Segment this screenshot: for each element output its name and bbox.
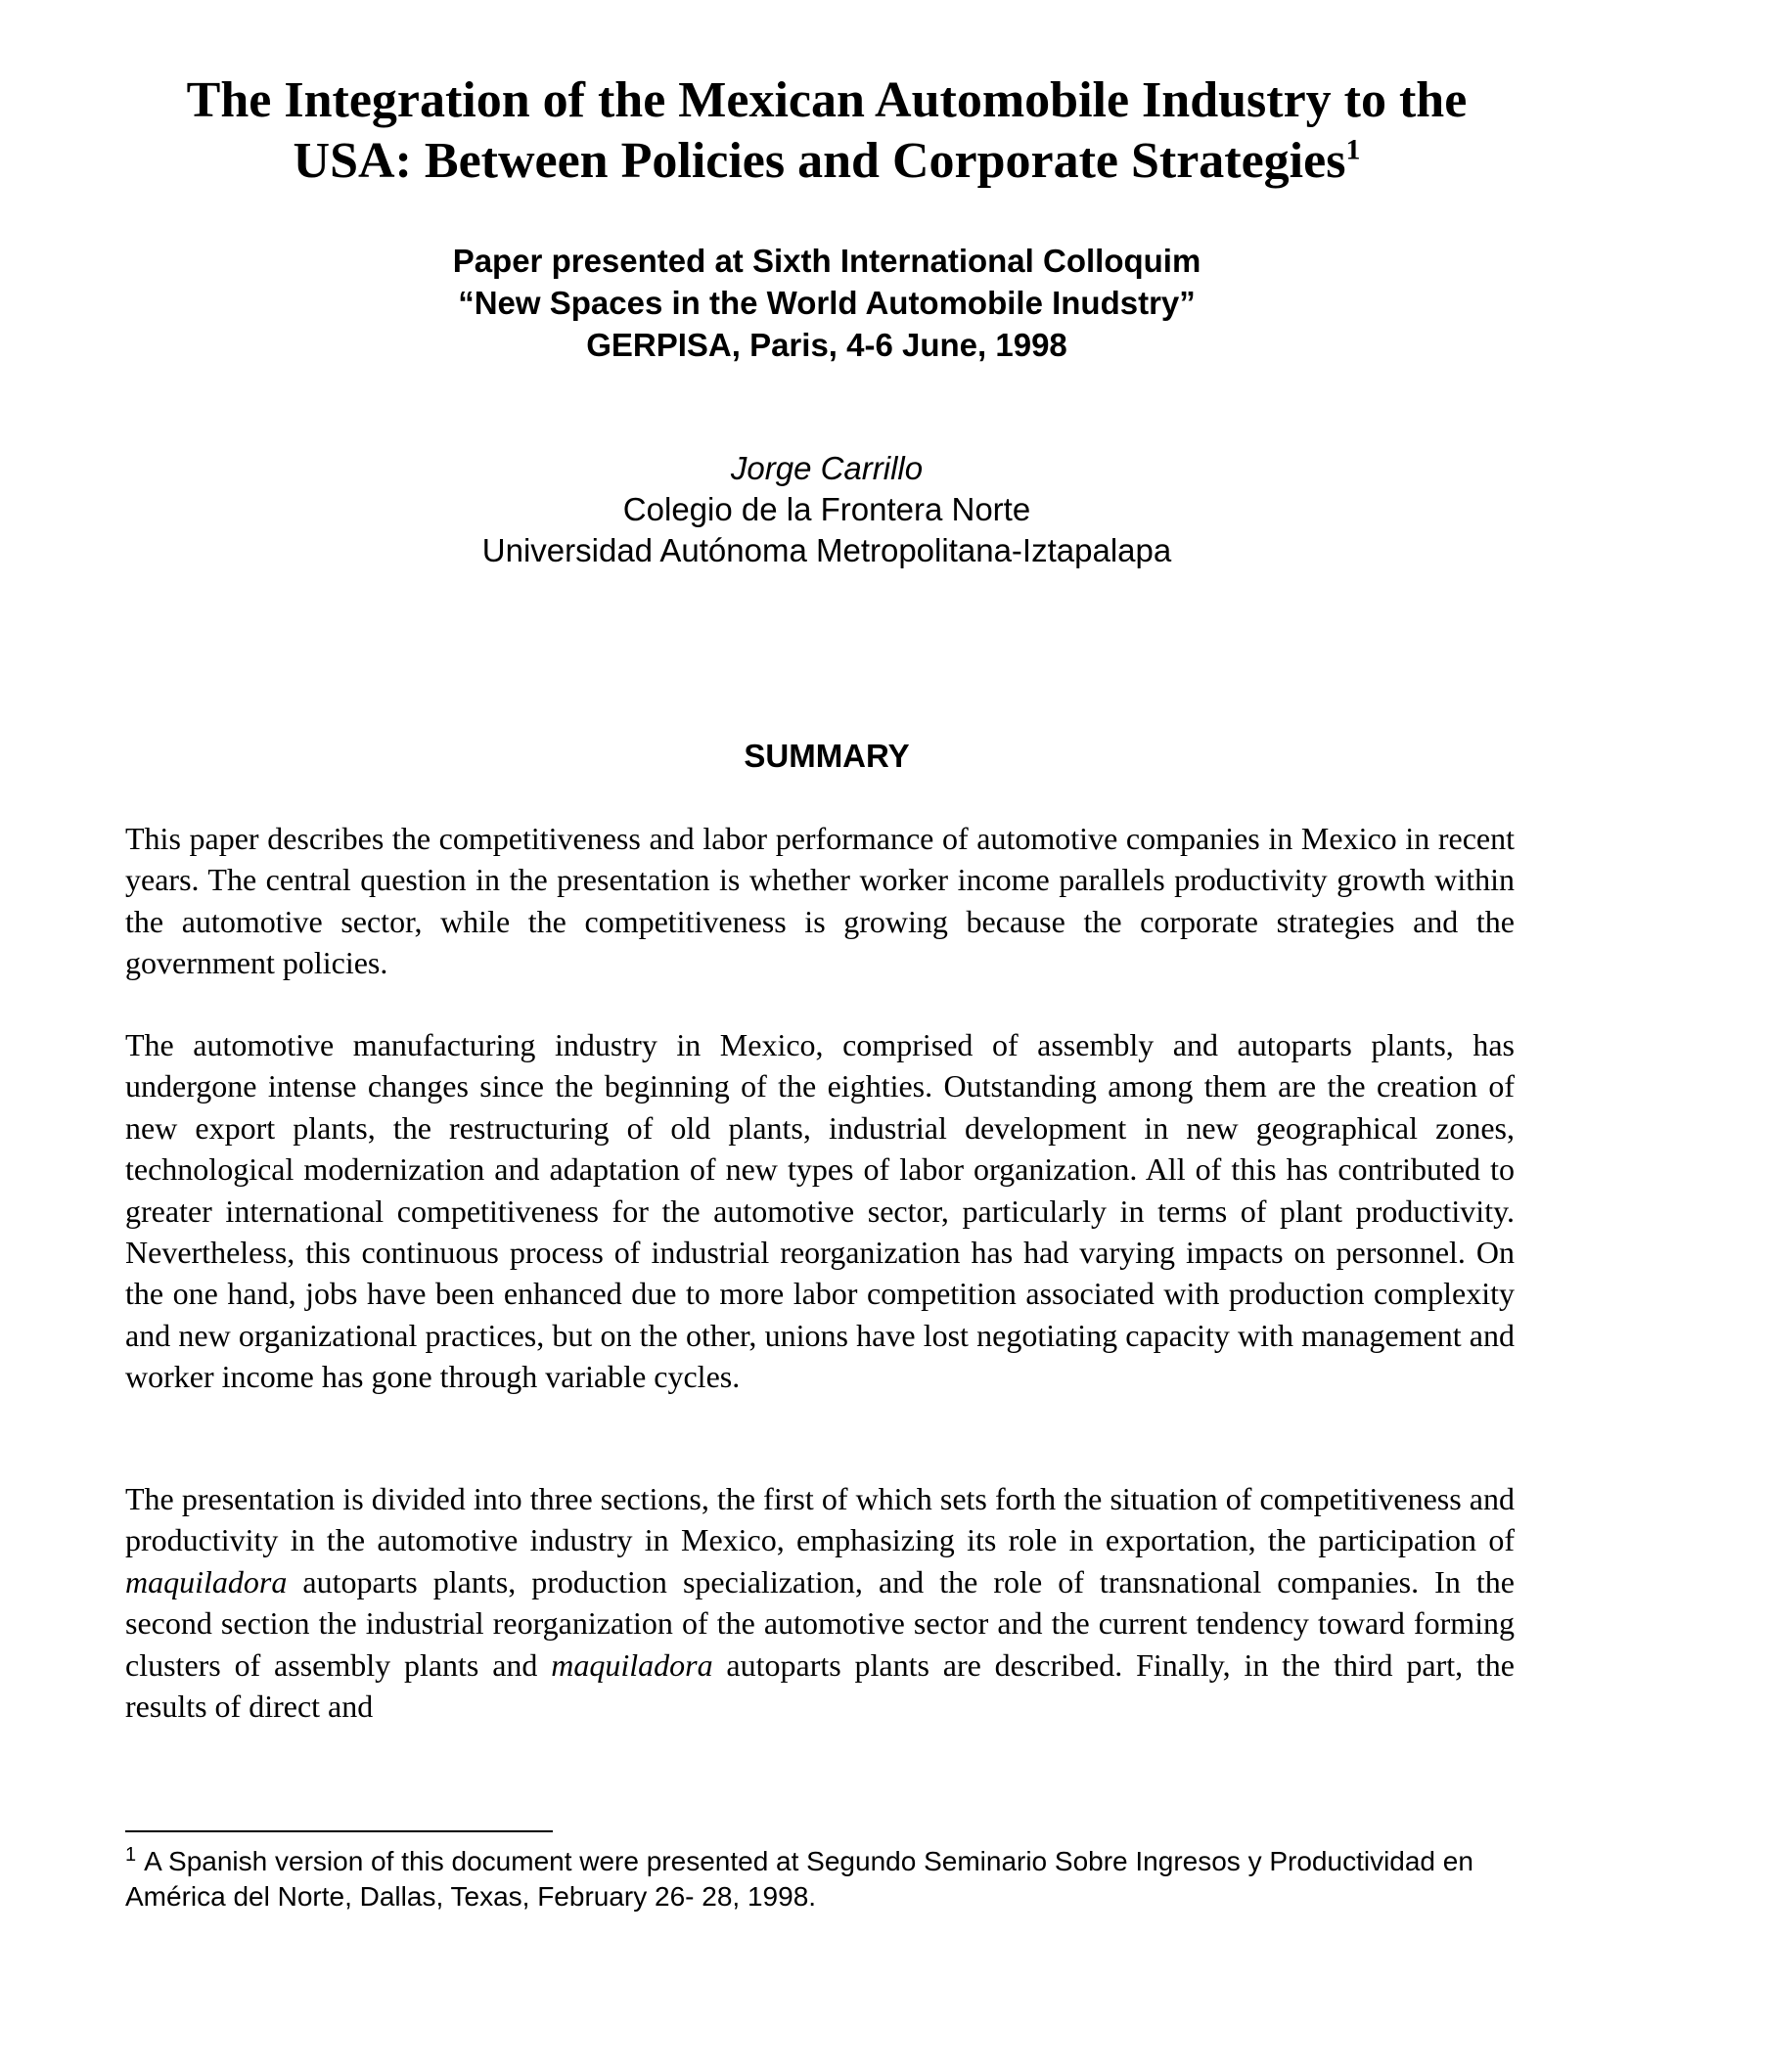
- paper-title: [0, 70, 1654, 192]
- paragraph-3-italic-1: maquiladora: [125, 1563, 288, 1599]
- author-name: Jorge Carrillo: [730, 450, 924, 486]
- conference-line-1: Paper presented at Sixth International Colloquim: [452, 243, 1201, 279]
- author-affiliation-1: Colegio de la Frontera Norte: [622, 491, 1031, 527]
- summary-paragraph-2: The automotive manufacturing industry in Mexico, comprised of assembly and autoparts plants, has undergone intense changes since the beginning of the eighties. Outstanding among them are the creation of new export plants, the restructuring of old plants, industrial development in new geographical zones, technological modernization and adaptation of new types of labor organization. All of this has contributed to greater international competitiveness for the automotive sector, particularly in terms of plant productivity. Nevertheless, this continuous process of industrial reorganization has had varying impacts on personnel. On the one hand, jobs have been enhanced due to more labor competition associated with production complexity and new organizational practices, but on the other, unions have lost negotiating capacity with management and worker income has gone through variable cycles.: [125, 1027, 1515, 1395]
- paragraph-3-italic-2: maquiladora: [551, 1646, 713, 1683]
- footnote: [125, 1844, 1691, 1914]
- summary-heading: SUMMARY: [744, 738, 910, 774]
- paragraph-3-text-1: The presentation is divided into three sections, the first of which sets forth the situation of competitiveness and productivity in the automotive industry in Mexico, emphasizing its role in exportation, the participation of: [125, 1481, 1515, 1558]
- conference-info: [0, 240, 1654, 366]
- summary-paragraph-3: [125, 1478, 1515, 1727]
- author-affiliation-2: Universidad Autónoma Metropolitana-Iztapalapa: [481, 532, 1172, 568]
- footnote-divider: [125, 1830, 553, 1832]
- conference-line-2: “New Spaces in the World Automobile Inudstry”: [458, 285, 1196, 321]
- paragraph-3-text-2: autoparts plants, production specialization, and the role of transnational companies. In the second section the industrial reorganization of the automotive sector and the current tendency toward forming clusters of assembly plants and: [125, 1563, 1515, 1683]
- title-line-2: USA: Between Policies and Corporate Strategies: [293, 133, 1346, 189]
- footnote-marker: 1: [125, 1843, 137, 1866]
- footnote-line-2: América del Norte, Dallas, Texas, February 26- 28, 1998.: [125, 1881, 817, 1912]
- footnote-text-1: A Spanish version of this document were presented at Segundo Seminario Sobre Ingresos y Productividad en: [144, 1846, 1473, 1876]
- footnote-line-1: [125, 1844, 1691, 1879]
- title-footnote-ref[interactable]: 1: [1345, 133, 1361, 166]
- title-line-1: The Integration of the Mexican Automobile Industry to the: [186, 72, 1468, 128]
- conference-line-3: GERPISA, Paris, 4-6 June, 1998: [586, 327, 1067, 363]
- summary-paragraph-1: This paper describes the competitiveness and labor performance of automotive companies in Mexico in recent years. The central question in the presentation is whether worker income parallels productivity growth within the automotive sector, while the competitiveness is growing because the corporate strategies and the government policies.: [125, 821, 1515, 981]
- author-block: [0, 448, 1654, 571]
- paragraph-3-text-3: autoparts plants are described. Finally, in the third part, the results of direct and: [125, 1646, 1516, 1725]
